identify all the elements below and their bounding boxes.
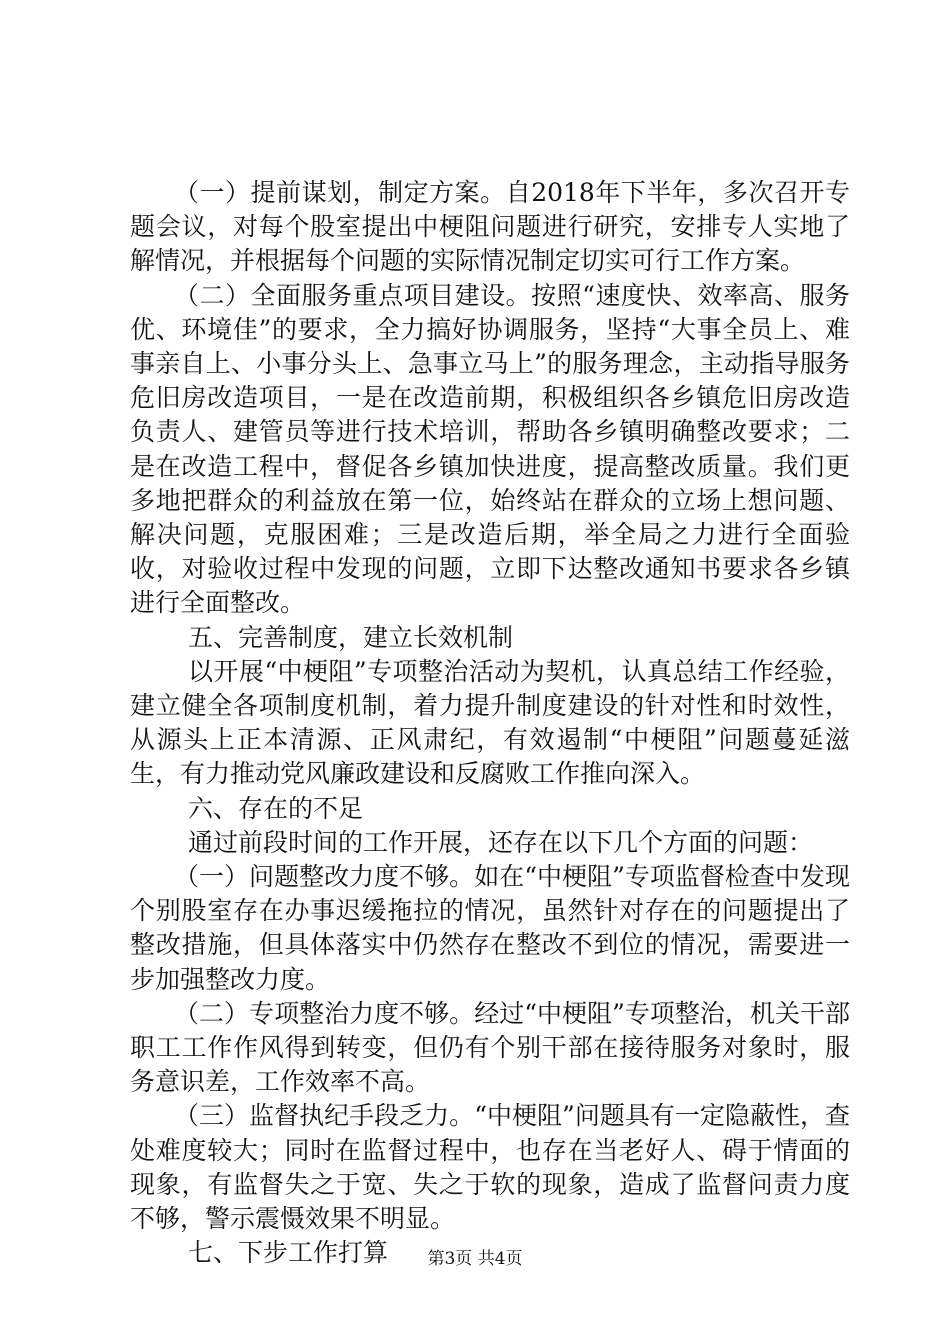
paragraph-intro-problems: 通过前段时间的工作开展，还存在以下几个方面的问题： (188, 827, 814, 857)
section-heading-5: 五、完善制度，建立长效机制 (188, 622, 514, 652)
paragraph-problem-3: （三）监督执纪手段乏力。“中梗阻”问题具有一定隐蔽性，查处难度较大；同时在监督过程中，也存在当老好人、碍于情面的现象，有监督失之于宽、失之于软的现象，造成了监督问责力度不够，警示震慑效果不明显。 (130, 1101, 850, 1234)
section-heading-7: 七、下步工作打算 (188, 1238, 389, 1268)
paragraph-mechanism: 以开展“中梗阻”专项整治活动为契机，认真总结工作经验，建立健全各项制度机制，着力提升制度建设的针对性和时效性，从源头上正本清源、正风肃纪，有效遏制“中梗阻”问题蔓延滋生，有力推动党风廉政建设和反腐败工作推向深入。 (130, 656, 850, 789)
section-heading-6: 六、存在的不足 (188, 793, 364, 823)
document-body (130, 176, 850, 1271)
paragraph-plan: （一）提前谋划，制定方案。自2018年下半年，多次召开专题会议，对每个股室提出中梗阻问题进行研究，安排专人实地了解情况，并根据每个问题的实际情况制定切实可行工作方案。 (130, 178, 850, 276)
page-footer: 第3页 共4页 (427, 1249, 523, 1269)
paragraph-problem-1: （一）问题整改力度不够。如在“中梗阻”专项监督检查中发现个别股室存在办事迟缓拖拉的情况，虽然针对存在的问题提出了整改措施，但具体落实中仍然存在整改不到位的情况，需要进一步加强整改力度。 (130, 862, 850, 994)
paragraph-problem-2: （二）专项整治力度不够。经过“中梗阻”专项整治，机关干部职工工作作风得到转变，但仍有个别干部在接待服务对象时，服务意识差，工作效率不高。 (130, 998, 850, 1097)
paragraph-key-projects: （二）全面服务重点项目建设。按照“速度快、效率高、服务优、环境佳”的要求，全力搞好协调服务，坚持“大事全员上、难事亲自上、小事分头上、急事立马上”的服务理念，主动指导服务危旧房改造项目，一是在改造前期，积极组织各乡镇危旧房改造负责人、建管员等进行技术培训，帮助各乡镇明确整改要求；二是在改造工程中，督促各乡镇加快进度，提高整改质量。我们更多地把群众的利益放在第一位，始终站在群众的立场上想问题、解决问题，克服困难；三是改造后期，举全局之力进行全面验收，对验收过程中发现的问题，立即下达整改通知书要求各乡镇进行全面整改。 (130, 280, 850, 618)
